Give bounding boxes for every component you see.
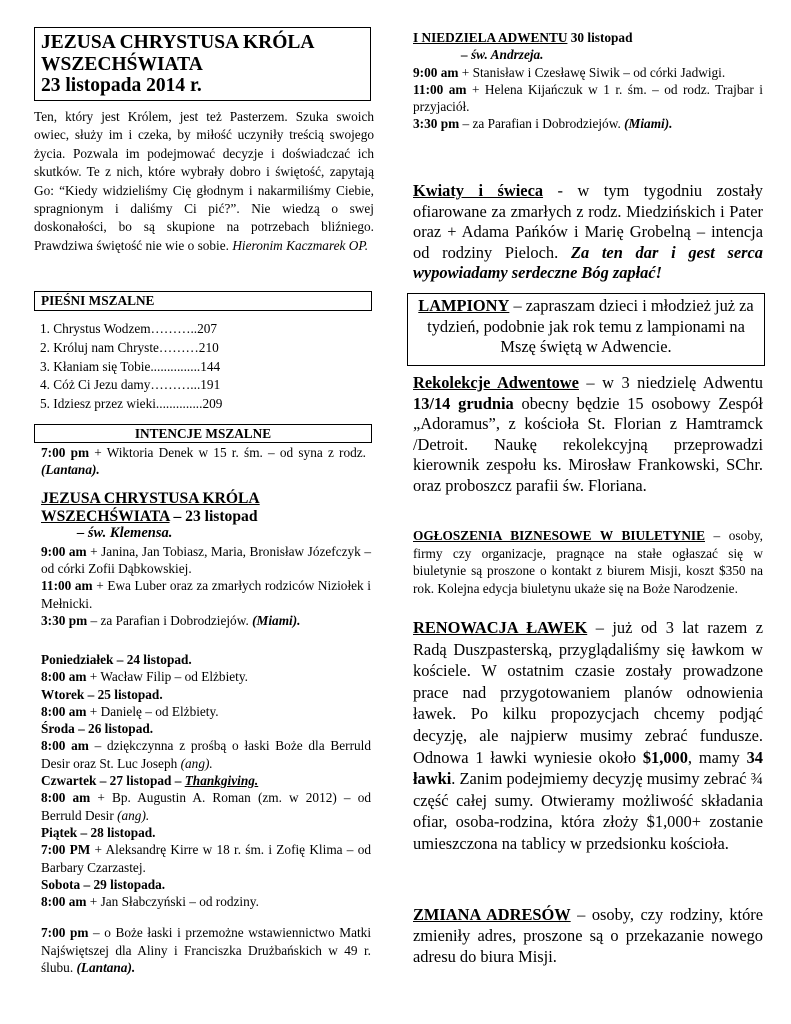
mass-intention: – dziękczynna z prośbą o łaski Boże dla Berruld Desir oraz St. Luc Joseph: [41, 738, 371, 771]
retreat-notice: [413, 373, 763, 497]
title-line-3: 23 listopada 2014 r.: [41, 75, 202, 96]
mass-place: (Miami).: [624, 116, 673, 132]
mass-time: 8:00 am: [41, 738, 89, 754]
title-line-2: WSZECHŚWIATA: [41, 53, 203, 75]
lanterns-box: [407, 293, 765, 366]
mass-time: 3:30 pm: [413, 116, 460, 132]
sunday-title-underlined: JEZUSA CHRYSTUSA KRÓLA: [41, 490, 260, 507]
pews-count: 34 ławki: [413, 747, 763, 789]
mass-entry: [41, 668, 371, 685]
mass-intention: + Janina, Jan Tobiasz, Maria, Bronisław Józefczyk – od córki Zofii Dąbkowskiej.: [41, 543, 371, 577]
mass-intention: + Bp. Augustin A. Roman (zm. w 2012) – od Berruld Desir: [41, 790, 371, 823]
mass-time: 8:00 am: [41, 790, 91, 806]
intention-text: + Wiktoria Denek w 15 r. śm. – od syna z rodz.: [89, 445, 366, 460]
day-heading: Wtorek – 25 listopad.: [41, 686, 163, 702]
pews-notice: [413, 617, 763, 855]
mass-time: 11:00 am: [413, 81, 467, 97]
day-heading: Poniedziałek – 24 listopad.: [41, 652, 192, 667]
mass-time: 8:00 am: [41, 669, 87, 685]
mass-time: 8:00 am: [41, 703, 87, 719]
title-box: [34, 27, 371, 101]
mass-time: 8:00 am: [41, 894, 87, 910]
mass-place: (Lantana).: [76, 960, 136, 976]
song-item: 4. Cóż Ci Jezu damy………...191: [40, 377, 221, 393]
mass-intention: + Jan Słabczyński – od rodziny.: [86, 894, 259, 910]
mass-entry: [41, 789, 371, 824]
mass-time: 7:00 pm: [41, 445, 90, 460]
day-heading: Sobota – 29 listopada.: [41, 876, 166, 892]
address-heading: ZMIANA ADRESÓW: [413, 905, 571, 924]
lanterns-text: – zapraszam dzieci i młodzież już za tydzień, podobnie jak rok temu z lampionami na Mszę świętą w Adwencie.: [427, 296, 754, 356]
intentions-header-box: [34, 424, 372, 443]
day-heading: Piątek – 28 listopad.: [41, 824, 156, 840]
intro-text: Ten, który jest Królem, jest też Pasterzem. Szuka swoich owiec, służy im i czeka, by miłość uczyniły treścią swojego życia. Pozwala im podejmować decyzje i doświadczać ich skutków. Te z nich, które wybrały dobro i świętość, zapytają Go: “Kiedy widzieliśmy Cię głodnym i nakarmiliśmy Ciebie, spragnionym i daliśmy Ci pić?”. Nie wiedzą o swej doskonałości, bo są skupione na potrzebach bliźniego. Prawdziwa świętość nie wie o sobie.: [34, 109, 374, 253]
mass-intention: – za Parafian i Dobrodziejów.: [459, 116, 625, 132]
sunday-saint: – św. Klemensa.: [77, 525, 173, 542]
pews-heading: RENOWACJA ŁAWEK: [413, 618, 588, 637]
song-item: 1. Chrystus Wodzem………..207: [40, 321, 218, 336]
retreat-text-2: obecny będzie 15 osobowy Zespół „Adoramus”, z kościoła St. Florian z Hamtramck /Detroit. Naukę rekolekcyjną przeprowadzi kierownik zespołu ks. Mirosław Frankowski, SChr. oraz proboszcz parafii św. Floriana.: [413, 393, 763, 495]
mass-place: (Miami).: [252, 612, 301, 628]
pews-text-2: , mamy: [687, 747, 747, 767]
advent-section: [413, 29, 763, 133]
weekday-section: [41, 651, 371, 976]
mass-entry: [41, 703, 371, 720]
mass-place: (Lantana).: [41, 462, 100, 478]
sunday-section: [41, 490, 371, 629]
mass-intention: – o Boże łaski i przemożne wstawiennictwo Matki Najświętszej dla Aliny i Franciszka Drużbańskich w 49 r. ślubu.: [41, 925, 372, 976]
advent-saint: – św. Andrzeja.: [461, 47, 544, 63]
song-item: 3. Kłaniam się Tobie...............144: [40, 358, 221, 374]
mass-intention: – za Parafian i Dobrodziejów.: [87, 612, 253, 628]
mass-time: 9:00 am: [413, 64, 459, 80]
mass-intention: + Danielę – od Elżbiety.: [86, 703, 219, 719]
mass-time: 11:00 am: [41, 578, 93, 594]
pews-text: – już od 3 lat razem z Radą Duszpasterską, przyglądaliśmy się ławkom w kościele. W ostatnim czasie zostały prowadzone prace nad przygotowaniem planów odnowienia ławek. Po kilku propozycjach chcemy podjąć decyzję, ale najpierw musimy zebrać fundusze. Odnowa 1 ławki wyniesie około: [413, 618, 763, 767]
mass-time: 3:30 pm: [41, 612, 88, 628]
mass-time: 7:00 PM: [41, 842, 91, 858]
songs-list: [40, 320, 222, 414]
mass-intention: + Wacław Filip – od Elżbiety.: [86, 669, 248, 685]
sunday-title-underlined-2: WSZECHŚWIATA: [41, 507, 170, 525]
flowers-text: - w tym tygodniu zostały ofiarowane za zmarłych z rodz. Miedzińskich i Pater oraz + Adama Pańków i Marię Grobelną – intencja od rodziny Pieloch.: [413, 181, 763, 262]
retreat-heading: Rekolekcje Adwentowe: [413, 373, 579, 392]
day-heading: [41, 772, 371, 789]
advent-title: [413, 29, 763, 46]
advent-title-date: 30 listopad: [567, 30, 633, 45]
flowers-thanks: Za ten dar i gest serca wypowiadamy serdeczne Bóg zapłać!: [413, 242, 763, 283]
mass-entry: [41, 612, 371, 629]
mass-intention: + Stanisław i Czesławę Siwik – od córki Jadwigi.: [458, 64, 726, 80]
mass-time: 9:00 am: [41, 543, 87, 559]
retreat-text: – w 3 niedzielę Adwentu: [578, 373, 763, 392]
mass-time: 7:00 pm: [41, 925, 89, 941]
flowers-notice: [413, 181, 763, 284]
intentions-header: INTENCJE MSZALNE: [134, 426, 272, 441]
mass-intention: + Helena Kijańczuk w 1 r. śm. – od rodz. Trajbar i przyjaciół.: [413, 81, 763, 115]
retreat-date: 13/14 grudnia: [413, 393, 514, 413]
day-heading: Środa – 26 listopad.: [41, 721, 154, 737]
song-item: 5. Idziesz przez wieki..............209: [40, 396, 223, 412]
language-note: (ang).: [180, 755, 213, 771]
pews-text-3: . Zanim podejmiemy decyzję musimy zebrać ¾ część całej sumy. Otwieramy możliwość składania ofiar, osoba-rodzina, która złoży $1,000+ zostanie umieszczona na tablicy w przedsionku kościoła.: [413, 769, 763, 853]
songs-header-box: [34, 291, 372, 311]
intro-author: Hieronim Kaczmarek OP.: [232, 237, 369, 253]
flowers-heading: Kwiaty i świeca: [413, 181, 544, 200]
mass-entry: [41, 893, 371, 910]
pews-amount: $1,000: [642, 747, 688, 767]
day-heading-text: Czwartek – 27 listopad –: [41, 773, 185, 789]
song-item: 2. Króluj nam Chryste………210: [40, 339, 219, 355]
saturday-intention: [41, 444, 366, 479]
mass-entry: [41, 841, 371, 876]
songs-header: PIEŚNI MSZALNE: [41, 293, 155, 308]
sunday-title-date: – 23 listopad: [169, 507, 258, 525]
mass-entry: [413, 81, 763, 116]
mass-entry: [41, 737, 371, 772]
mass-entry: [413, 64, 763, 81]
mass-entry: [41, 543, 371, 578]
sunday-title: [41, 490, 371, 525]
advent-title-underlined: I NIEDZIELA ADWENTU: [413, 30, 568, 45]
title-line-1: JEZUSA CHRYSTUSA KRÓLA: [41, 32, 315, 53]
business-heading: OGŁOSZENIA BIZNESOWE W BIULETYNIE: [413, 528, 705, 543]
lanterns-heading: LAMPIONY: [418, 296, 510, 315]
mass-entry: [413, 115, 763, 132]
mass-intention: + Aleksandrę Kirre w 18 r. śm. i Zofię Klima – od Barbary Czarzastej.: [41, 842, 371, 875]
business-text: – osoby, firmy czy organizacje, pragnące na stałe ogłaszać się w biuletynie są proszone o kontakt z biurem Misji, koszt $350 na rok. Kolejna edycja biuletynu ukaże się na Boże Narodzenie.: [413, 528, 763, 596]
mass-intention: + Ewa Luber oraz za zmarłych rodziców Niziołek i Mełnicki.: [41, 578, 371, 611]
intro-paragraph: [34, 108, 374, 255]
mass-entry: [41, 924, 371, 976]
address-notice: [413, 904, 763, 967]
holiday-label: Thankgiving.: [184, 773, 259, 789]
business-notice: [413, 527, 763, 597]
mass-entry: [41, 577, 371, 612]
address-text: – osoby, czy rodziny, które zmieniły adres, proszone są o przekazanie nowego adresu do biura Misji.: [413, 905, 763, 966]
language-note: (ang).: [117, 807, 150, 823]
